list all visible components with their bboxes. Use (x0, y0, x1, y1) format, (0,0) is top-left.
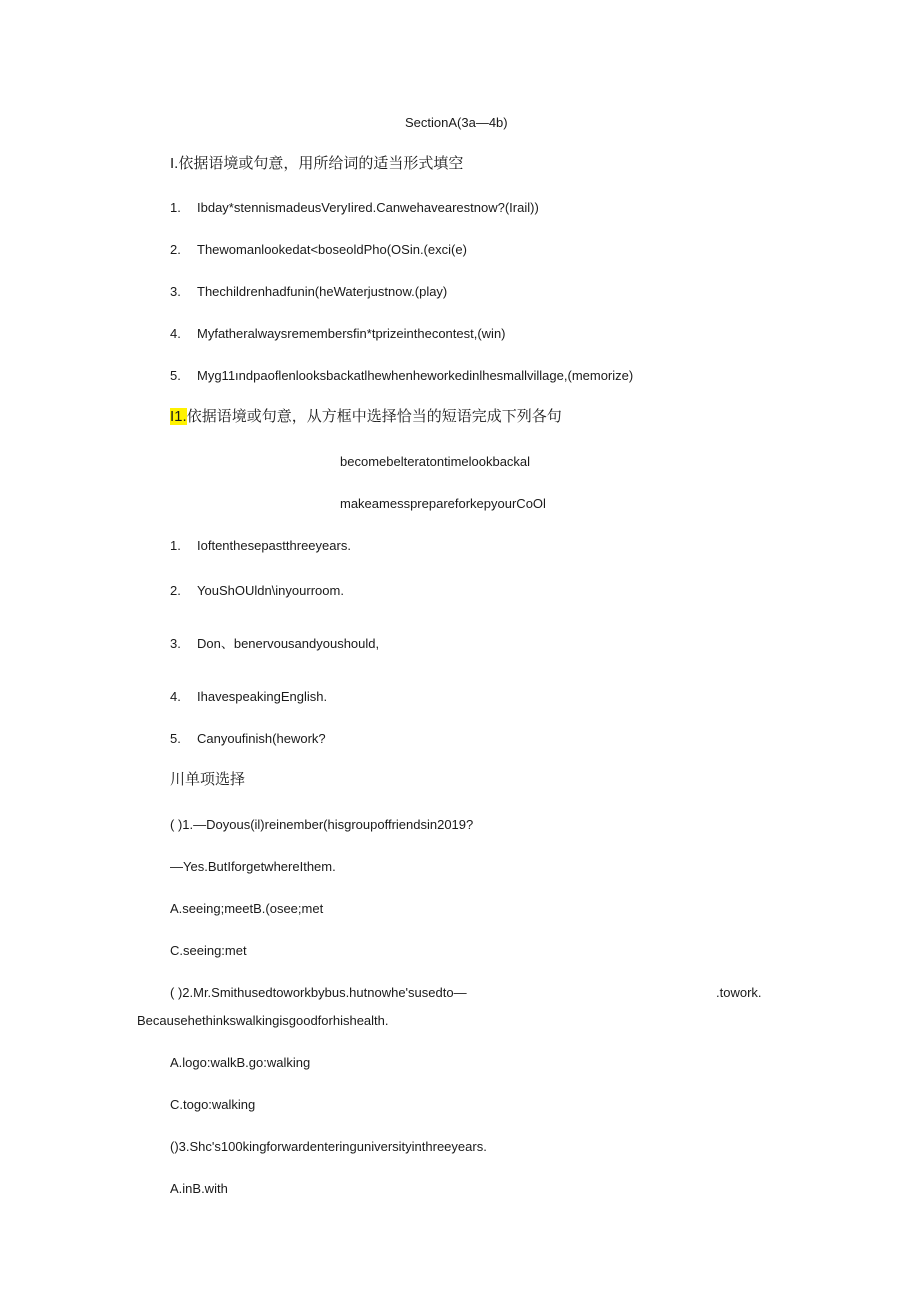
item-text: Thechildrenhadfunin(heWaterjustnow.(play) (197, 284, 448, 299)
question-1: ( )1.—Doyous(il)reinember(hisgroupoffriendsin2019? (170, 817, 474, 832)
part1-heading: I.依据语境或句意，用所给词的适当形式填空 (170, 155, 464, 172)
question-2: ( )2.Mr.Smithusedtoworkbybus.hutnowhe'susedto— (170, 985, 467, 1000)
part3-heading: 川单项选择 (170, 771, 246, 788)
part1-item-1 (170, 200, 539, 216)
item-number: 2. (170, 583, 181, 598)
question-1-option-c: C.seeing:met (170, 943, 247, 958)
item-number: 3. (170, 284, 181, 299)
part2-item-3 (170, 636, 379, 652)
item-text: Don、benervousandyoushould, (197, 636, 380, 651)
item-text: Ioftenthesepastthreeyears. (197, 538, 351, 553)
question-2-continuation: Becausehethinkswalkingisgoodforhishealth. (137, 1013, 389, 1028)
part1-item-4 (170, 326, 506, 342)
part2-heading-text: 依据语境或句意，从方框中选择恰当的短语完成下列各句 (186, 408, 562, 425)
phrase-box-line-1: becomebelteratontimelookbackal (340, 454, 531, 469)
item-text: Myfatheralwaysremembersfin*tprizeinthecontest,(win) (197, 326, 506, 341)
part2-item-5 (170, 731, 326, 747)
item-number: 1. (170, 200, 181, 215)
part2-heading (170, 408, 562, 426)
question-3: ()3.Shc's100kingforwardenteringuniversityinthreeyears. (170, 1139, 487, 1154)
item-text: Canyoufinish(hework? (197, 731, 326, 746)
item-number: 5. (170, 731, 181, 746)
part2-item-2 (170, 583, 344, 599)
question-2-blank-end: .towork. (716, 985, 762, 1000)
item-text: IhavespeakingEnglish. (197, 689, 328, 704)
section-title: SectionA(3a—4b) (405, 115, 508, 130)
part1-item-2 (170, 242, 467, 258)
item-number: 2. (170, 242, 181, 257)
part2-item-1 (170, 538, 351, 554)
question-1-reply: —Yes.ButIforgetwhereIthem. (170, 859, 336, 874)
item-number: 5. (170, 368, 181, 383)
item-text: YouShOUldn\inyourroom. (197, 583, 344, 598)
question-2-options-ab: A.logo:walkB.go:walking (170, 1055, 311, 1070)
part1-item-5 (170, 368, 633, 384)
item-text: Thewomanlookedat<boseoldPho(OSin.(exci(e) (197, 242, 467, 257)
question-2-option-c: C.togo:walking (170, 1097, 256, 1112)
highlighted-mark: I1. (170, 408, 187, 425)
item-number: 3. (170, 636, 181, 651)
question-1-options-ab: A.seeing;meetB.(osee;met (170, 901, 324, 916)
part1-item-3 (170, 284, 447, 300)
item-text: Myg11ındpaoflenlooksbackatlhewhenheworkedinlhesmallvillage,(memorize) (197, 368, 634, 383)
item-number: 4. (170, 326, 181, 341)
question-3-options-ab: A.inB.with (170, 1181, 228, 1196)
phrase-box-line-2: makeamesspreparefork‌epyourCoOl (340, 496, 546, 511)
part2-item-4 (170, 689, 327, 705)
item-number: 4. (170, 689, 181, 704)
item-text: Ibday*stennismadeusVeryIired.Canwehavearestnow?(Irail)) (197, 200, 539, 215)
item-number: 1. (170, 538, 181, 553)
